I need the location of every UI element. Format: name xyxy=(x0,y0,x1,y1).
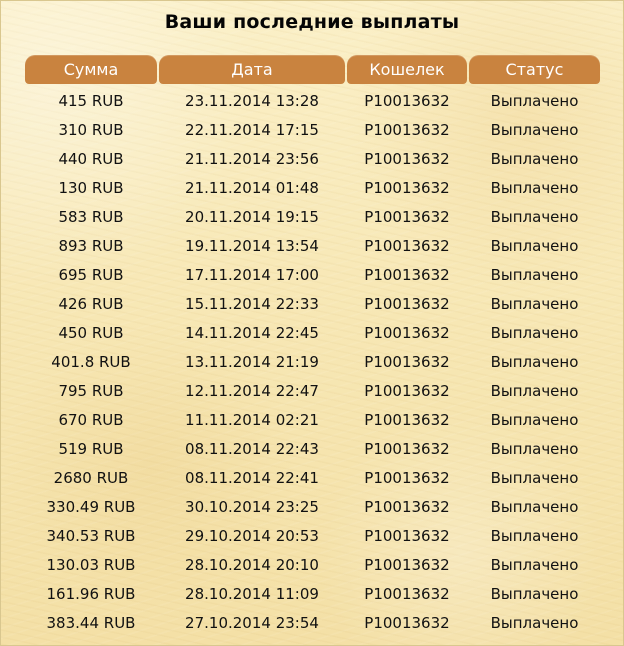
wallet-cell: P10013632 xyxy=(364,469,450,487)
status-cell: Выплачено xyxy=(490,469,579,487)
date-cell: 29.10.2014 20:53 xyxy=(185,527,319,545)
status-cell: Выплачено xyxy=(490,266,579,284)
status-cell: Выплачено xyxy=(490,295,579,313)
wallet-cell: P10013632 xyxy=(364,92,450,110)
amount-cell: 401.8 RUB xyxy=(51,353,131,371)
amount-cell: 310 RUB xyxy=(58,121,124,139)
table-row xyxy=(25,435,600,464)
amount-cell: 130.03 RUB xyxy=(46,556,136,574)
date-cell: 21.11.2014 01:48 xyxy=(185,179,319,197)
amount-cell: 161.96 RUB xyxy=(46,585,136,603)
table-row xyxy=(25,377,600,406)
table-row xyxy=(25,261,600,290)
date-cell: 20.11.2014 19:15 xyxy=(185,208,319,226)
status-cell: Выплачено xyxy=(490,527,579,545)
status-cell: Выплачено xyxy=(490,585,579,603)
table-row xyxy=(25,174,600,203)
date-cell: 19.11.2014 13:54 xyxy=(185,237,319,255)
column-header-status: Статус xyxy=(469,55,600,84)
column-header-wallet: Кошелек xyxy=(347,55,467,84)
wallet-cell: P10013632 xyxy=(364,556,450,574)
date-cell: 30.10.2014 23:25 xyxy=(185,498,319,516)
wallet-cell: P10013632 xyxy=(364,324,450,342)
table-row xyxy=(25,319,600,348)
status-cell: Выплачено xyxy=(490,411,579,429)
amount-cell: 383.44 RUB xyxy=(46,614,136,632)
status-cell: Выплачено xyxy=(490,440,579,458)
wallet-cell: P10013632 xyxy=(364,295,450,313)
wallet-cell: P10013632 xyxy=(364,150,450,168)
date-cell: 22.11.2014 17:15 xyxy=(185,121,319,139)
wallet-cell: P10013632 xyxy=(364,121,450,139)
page-title: Ваши последние выплаты xyxy=(164,11,460,33)
wallet-cell: P10013632 xyxy=(364,585,450,603)
wallet-cell: P10013632 xyxy=(364,208,450,226)
date-cell: 27.10.2014 23:54 xyxy=(185,614,319,632)
amount-cell: 519 RUB xyxy=(58,440,124,458)
table-row xyxy=(25,493,600,522)
date-cell: 23.11.2014 13:28 xyxy=(185,92,319,110)
table-row xyxy=(25,203,600,232)
status-cell: Выплачено xyxy=(490,614,579,632)
table-row xyxy=(25,551,600,580)
status-cell: Выплачено xyxy=(490,208,579,226)
payouts-table-body xyxy=(25,87,600,638)
amount-cell: 893 RUB xyxy=(58,237,124,255)
payouts-table-header xyxy=(25,55,600,84)
status-cell: Выплачено xyxy=(490,121,579,139)
wallet-cell: P10013632 xyxy=(364,266,450,284)
wallet-cell: P10013632 xyxy=(364,237,450,255)
amount-cell: 440 RUB xyxy=(58,150,124,168)
table-row xyxy=(25,406,600,435)
amount-cell: 330.49 RUB xyxy=(46,498,136,516)
wallet-cell: P10013632 xyxy=(364,440,450,458)
status-cell: Выплачено xyxy=(490,353,579,371)
status-cell: Выплачено xyxy=(490,498,579,516)
wallet-cell: P10013632 xyxy=(364,353,450,371)
table-row xyxy=(25,145,600,174)
wallet-cell: P10013632 xyxy=(364,179,450,197)
wallet-cell: P10013632 xyxy=(364,614,450,632)
date-cell: 28.10.2014 11:09 xyxy=(185,585,319,603)
status-cell: Выплачено xyxy=(490,179,579,197)
table-row xyxy=(25,116,600,145)
date-cell: 28.10.2014 20:10 xyxy=(185,556,319,574)
amount-cell: 130 RUB xyxy=(58,179,124,197)
table-row xyxy=(25,348,600,377)
date-cell: 11.11.2014 02:21 xyxy=(185,411,319,429)
column-header-amount: Сумма xyxy=(25,55,157,84)
table-row xyxy=(25,522,600,551)
table-row xyxy=(25,609,600,638)
table-row xyxy=(25,580,600,609)
amount-cell: 426 RUB xyxy=(58,295,124,313)
date-cell: 08.11.2014 22:41 xyxy=(185,469,319,487)
status-cell: Выплачено xyxy=(490,237,579,255)
amount-cell: 695 RUB xyxy=(58,266,124,284)
date-cell: 13.11.2014 21:19 xyxy=(185,353,319,371)
date-cell: 17.11.2014 17:00 xyxy=(185,266,319,284)
amount-cell: 583 RUB xyxy=(58,208,124,226)
date-cell: 15.11.2014 22:33 xyxy=(185,295,319,313)
wallet-cell: P10013632 xyxy=(364,527,450,545)
amount-cell: 795 RUB xyxy=(58,382,124,400)
date-cell: 08.11.2014 22:43 xyxy=(185,440,319,458)
status-cell: Выплачено xyxy=(490,382,579,400)
table-row xyxy=(25,290,600,319)
amount-cell: 340.53 RUB xyxy=(46,527,136,545)
status-cell: Выплачено xyxy=(490,556,579,574)
column-header-date: Дата xyxy=(159,55,345,84)
status-cell: Выплачено xyxy=(490,150,579,168)
wallet-cell: P10013632 xyxy=(364,498,450,516)
wallet-cell: P10013632 xyxy=(364,411,450,429)
amount-cell: 670 RUB xyxy=(58,411,124,429)
table-row xyxy=(25,232,600,261)
wallet-cell: P10013632 xyxy=(364,382,450,400)
status-cell: Выплачено xyxy=(490,324,579,342)
amount-cell: 450 RUB xyxy=(58,324,124,342)
date-cell: 14.11.2014 22:45 xyxy=(185,324,319,342)
table-row xyxy=(25,87,600,116)
date-cell: 21.11.2014 23:56 xyxy=(185,150,319,168)
amount-cell: 415 RUB xyxy=(58,92,124,110)
amount-cell: 2680 RUB xyxy=(53,469,129,487)
status-cell: Выплачено xyxy=(490,92,579,110)
date-cell: 12.11.2014 22:47 xyxy=(185,382,319,400)
table-row xyxy=(25,464,600,493)
